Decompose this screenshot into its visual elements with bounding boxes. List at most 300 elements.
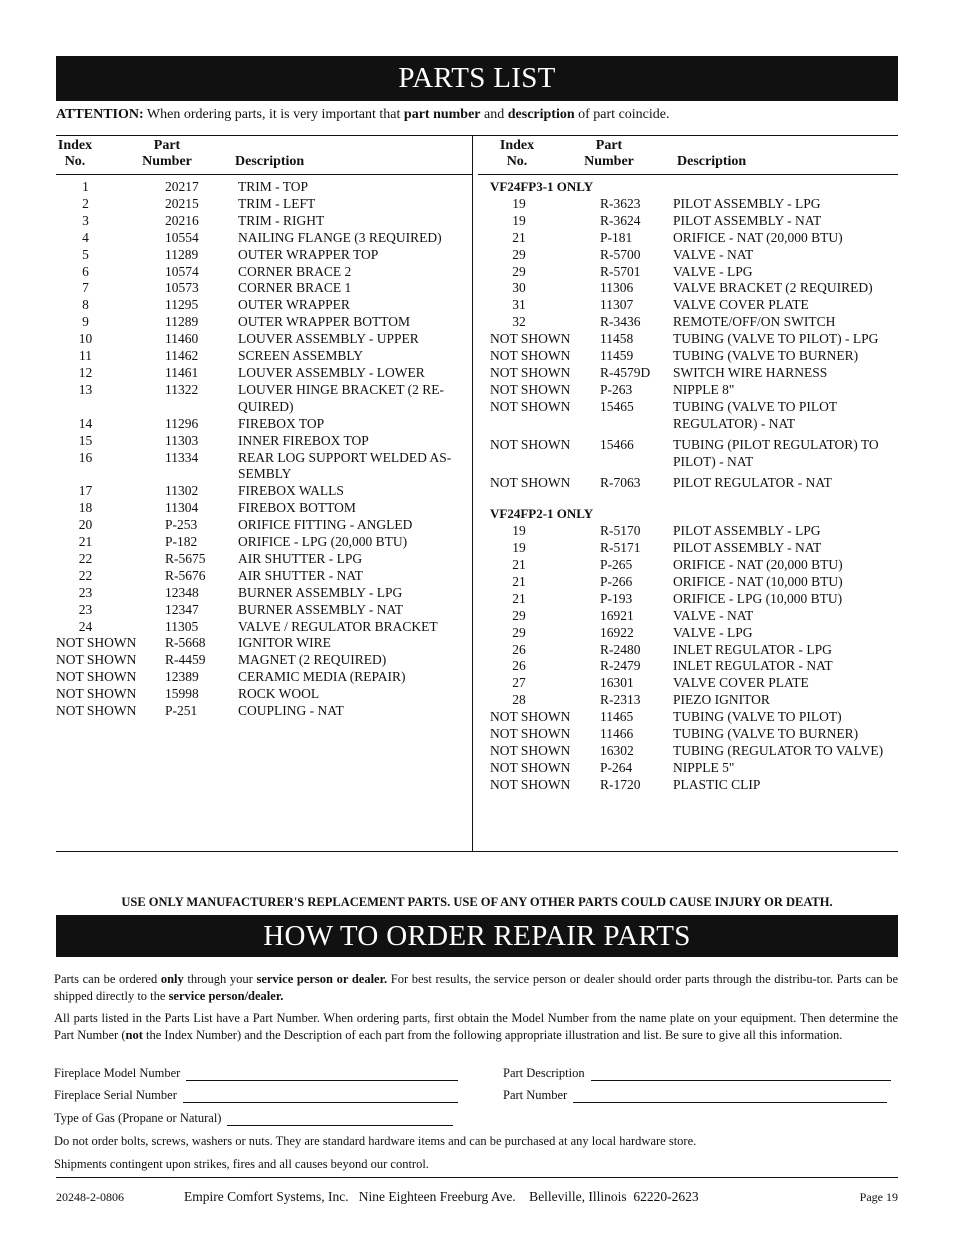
index-cell: NOT SHOWN — [56, 686, 137, 702]
description-cell: TUBING (VALVE TO PILOT) — [673, 709, 842, 725]
table-row — [56, 382, 468, 416]
how-to-order-title: HOW TO ORDER REPAIR PARTS — [56, 915, 898, 957]
part-number-cell: 11322 — [165, 381, 199, 397]
table-row — [490, 608, 898, 625]
index-cell: 23 — [78, 601, 93, 617]
shipment-note: Shipments contingent upon strikes, fires and all causes beyond our control. — [54, 1157, 429, 1171]
index-cell: NOT SHOWN — [490, 475, 571, 491]
table-row — [56, 669, 468, 686]
description-cell: CORNER BRACE 1 — [238, 280, 352, 296]
description-cell: VALVE / REGULATOR BRACKET — [238, 618, 438, 634]
table-row — [56, 314, 468, 331]
safety-warning: USE ONLY MANUFACTURER'S REPLACEMENT PARTS. USE OF ANY OTHER PARTS COULD CAUSE INJURY OR DEATH. — [121, 895, 833, 909]
description-cell: VALVE COVER PLATE — [673, 675, 809, 691]
footer-rule — [56, 1177, 898, 1178]
description-cell: ORIFICE FITTING - ANGLED — [238, 517, 413, 533]
description-cell: LOUVER ASSEMBLY - UPPER — [238, 331, 419, 347]
description-cell: OUTER WRAPPER — [238, 297, 350, 313]
table-row — [56, 686, 468, 703]
model-number-line[interactable] — [186, 1069, 458, 1081]
part-number-label: Part Number — [503, 1088, 568, 1102]
attention-note — [56, 107, 670, 123]
table-row — [490, 475, 898, 492]
index-cell: 21 — [78, 534, 93, 550]
index-cell: 29 — [512, 263, 526, 279]
part-number-cell: 11289 — [165, 246, 199, 262]
table-row — [490, 382, 898, 399]
table-column-divider — [472, 135, 473, 851]
part-number-cell: 11465 — [600, 709, 634, 725]
index-cell: 10 — [78, 331, 93, 347]
part-number-cell: P-251 — [165, 703, 198, 719]
description-cell: TRIM - LEFT — [238, 195, 316, 211]
description-cell: TRIM - RIGHT — [238, 212, 325, 228]
part-number-cell: 11303 — [165, 432, 199, 448]
part-number-cell: 12389 — [165, 669, 199, 685]
p1-bold-2: service person or dealer. — [256, 972, 388, 986]
description-cell: TUBING (VALVE TO PILOT) - LPG — [673, 331, 879, 347]
description-cell: BURNER ASSEMBLY - NAT — [238, 601, 404, 617]
table-row — [56, 652, 468, 669]
index-cell: NOT SHOWN — [56, 652, 137, 668]
index-cell: 6 — [82, 263, 89, 279]
table-row — [490, 314, 898, 331]
right-header-index: Index No. — [499, 138, 535, 169]
part-number-cell: R-5676 — [165, 567, 206, 583]
index-cell: 29 — [512, 624, 526, 640]
index-cell: 22 — [78, 567, 93, 583]
description-cell: VALVE - NAT — [673, 607, 754, 623]
model-number-label: Fireplace Model Number — [54, 1066, 181, 1080]
gas-type-line[interactable] — [227, 1114, 453, 1126]
part-number-cell: 11307 — [600, 297, 634, 313]
index-cell: 29 — [512, 246, 526, 262]
table-row — [490, 574, 898, 591]
index-cell: NOT SHOWN — [490, 726, 571, 742]
part-number-cell: 11461 — [165, 364, 199, 380]
index-cell: 26 — [512, 658, 526, 674]
part-number-cell: R-5668 — [165, 635, 206, 651]
part-number-cell: 20215 — [165, 195, 199, 211]
description-cell: VALVE - LPG — [673, 263, 753, 279]
index-cell: 13 — [78, 381, 93, 397]
index-cell: 27 — [512, 675, 526, 691]
part-number-cell: R-5675 — [165, 550, 206, 566]
part-number-cell: 11302 — [165, 483, 199, 499]
description-cell: IGNITOR WIRE — [238, 635, 331, 651]
table-row — [56, 619, 468, 636]
part-number-cell: R-2313 — [600, 692, 641, 708]
table-row — [56, 635, 468, 652]
table-row — [56, 230, 468, 247]
table-row — [56, 331, 468, 348]
part-number-cell: P-193 — [600, 590, 633, 606]
description-cell: VALVE - LPG — [673, 624, 753, 640]
index-cell: 19 — [512, 195, 526, 211]
serial-number-field — [54, 1088, 458, 1103]
description-cell: INLET REGULATOR - LPG — [673, 641, 832, 657]
right-header-part: Part Number — [584, 138, 634, 169]
table-row — [56, 196, 468, 213]
description-cell: OUTER WRAPPER TOP — [238, 246, 379, 262]
index-cell: 14 — [78, 415, 93, 431]
index-cell: 21 — [512, 229, 526, 245]
table-row — [490, 437, 898, 471]
table-row — [490, 658, 898, 675]
part-number-cell: R-4459 — [165, 652, 206, 668]
p1-bold-3: service person/dealer. — [168, 988, 284, 1003]
part-number-cell: 20217 — [165, 179, 199, 194]
index-cell: NOT SHOWN — [490, 348, 571, 364]
index-cell: 11 — [79, 348, 92, 364]
index-cell: 26 — [512, 641, 526, 657]
index-cell: NOT SHOWN — [490, 776, 571, 792]
description-cell: REAR LOG SUPPORT WELDED AS- SEMBLY — [238, 449, 452, 482]
table-row — [490, 365, 898, 382]
description-cell: TUBING (VALVE TO PILOT REGULATOR) - NAT — [673, 398, 838, 431]
description-cell: INNER FIREBOX TOP — [238, 432, 369, 448]
part-description-field — [503, 1066, 891, 1081]
table-row — [490, 523, 898, 540]
index-cell: NOT SHOWN — [56, 669, 137, 685]
table-row — [56, 297, 468, 314]
table-row — [56, 568, 468, 585]
gas-type-field — [54, 1111, 453, 1126]
description-cell: TUBING (VALVE TO BURNER) — [673, 726, 859, 742]
part-number-cell: 11306 — [600, 280, 634, 296]
table-row — [490, 642, 898, 659]
index-cell: 18 — [78, 500, 93, 516]
part-number-line[interactable] — [573, 1091, 887, 1103]
description-cell: CORNER BRACE 2 — [238, 263, 352, 279]
description-cell: LOUVER HINGE BRACKET (2 RE- QUIRED) — [238, 381, 444, 414]
description-cell: INLET REGULATOR - NAT — [673, 658, 833, 674]
table-row — [56, 703, 468, 720]
model-section-title: VF24FP3-1 ONLY — [490, 179, 594, 194]
index-cell: 15 — [78, 432, 93, 448]
index-cell: 5 — [82, 246, 89, 262]
description-cell: LOUVER ASSEMBLY - LOWER — [238, 364, 425, 380]
description-cell: CERAMIC MEDIA (REPAIR) — [238, 669, 406, 685]
table-row — [56, 483, 468, 500]
p1-text-2: through your — [183, 972, 257, 986]
part-number-cell: R-3623 — [600, 195, 641, 211]
index-cell: NOT SHOWN — [490, 381, 571, 397]
index-cell: 16 — [78, 449, 93, 465]
part-number-cell: P-182 — [165, 534, 198, 550]
part-number-cell: 15998 — [165, 686, 199, 702]
table-row — [56, 517, 468, 534]
index-cell: 9 — [82, 314, 89, 330]
table-row — [56, 551, 468, 568]
description-cell: COUPLING - NAT — [238, 703, 344, 719]
table-row — [56, 213, 468, 230]
right-parts-list — [490, 179, 898, 794]
part-number-cell: R-2479 — [600, 658, 641, 674]
table-row — [490, 540, 898, 557]
table-row — [490, 348, 898, 365]
serial-number-label: Fireplace Serial Number — [54, 1088, 177, 1102]
part-number-cell: 11334 — [165, 449, 199, 465]
table-row — [56, 534, 468, 551]
part-number-cell: 10573 — [165, 280, 199, 296]
attention-text-2: and — [480, 107, 508, 122]
description-cell: PILOT REGULATOR - NAT — [673, 475, 832, 491]
description-cell: TUBING (VALVE TO BURNER) — [673, 348, 859, 364]
description-cell: ROCK WOOL — [238, 686, 320, 702]
part-number-cell: 11459 — [600, 348, 634, 364]
order-paragraph-1 — [54, 971, 898, 1004]
part-number-cell: R-1720 — [600, 776, 641, 792]
index-cell: NOT SHOWN — [56, 703, 137, 719]
right-header-desc: Description — [677, 154, 747, 169]
description-cell: FIREBOX BOTTOM — [238, 500, 356, 516]
part-number-cell: 10554 — [165, 229, 199, 245]
description-cell: PILOT ASSEMBLY - NAT — [673, 540, 822, 556]
part-number-cell: 12347 — [165, 601, 199, 617]
index-cell: 1 — [82, 179, 89, 194]
p1-text-1: Parts can be ordered — [54, 972, 161, 986]
part-number-cell: 15465 — [600, 398, 634, 414]
part-number-cell: R-7063 — [600, 475, 641, 491]
table-row — [490, 297, 898, 314]
index-cell: NOT SHOWN — [490, 742, 571, 758]
serial-number-line[interactable] — [183, 1091, 458, 1103]
part-number-field — [503, 1088, 887, 1103]
index-cell: 19 — [512, 212, 526, 228]
table-top-rule — [56, 135, 898, 136]
part-number-cell: P-266 — [600, 573, 633, 589]
part-number-cell: 11466 — [600, 726, 634, 742]
table-row — [490, 760, 898, 777]
description-cell: VALVE - NAT — [673, 246, 754, 262]
part-number-cell: 16301 — [600, 675, 634, 691]
index-cell: 19 — [512, 540, 526, 556]
order-paragraph-2 — [54, 1010, 898, 1043]
table-row — [490, 709, 898, 726]
gas-type-label: Type of Gas (Propane or Natural) — [54, 1111, 222, 1125]
table-row — [490, 557, 898, 574]
attention-text-1: When ordering parts, it is very important that — [143, 107, 404, 122]
description-cell: REMOTE/OFF/ON SWITCH — [673, 314, 836, 330]
index-cell: 2 — [82, 195, 89, 211]
part-number-cell: 11460 — [165, 331, 199, 347]
table-row — [490, 625, 898, 642]
table-row — [56, 365, 468, 382]
part-number-cell: 15466 — [600, 437, 634, 453]
table-row — [490, 726, 898, 743]
description-cell: PILOT ASSEMBLY - NAT — [673, 212, 822, 228]
part-number-cell: 20216 — [165, 212, 199, 228]
table-row — [56, 264, 468, 281]
table-row — [490, 247, 898, 264]
table-row — [490, 399, 898, 433]
index-cell: NOT SHOWN — [490, 331, 571, 347]
part-number-cell: P-263 — [600, 381, 633, 397]
table-row — [490, 777, 898, 794]
index-cell: 29 — [512, 607, 526, 623]
description-cell: TRIM - TOP — [238, 179, 309, 194]
description-cell: ORIFICE - NAT (20,000 BTU) — [673, 557, 843, 572]
parts-list-title: PARTS LIST — [56, 56, 898, 101]
part-number-cell: P-181 — [600, 229, 633, 245]
part-number-cell: 11305 — [165, 618, 199, 634]
description-cell: FIREBOX WALLS — [238, 483, 344, 499]
left-header-index: Index No. — [57, 138, 93, 169]
left-header-rule — [56, 174, 472, 175]
right-header-rule — [478, 174, 898, 175]
part-number-cell: R-2480 — [600, 641, 641, 657]
index-cell: 28 — [512, 692, 526, 708]
index-cell: 8 — [82, 297, 89, 313]
description-cell: VALVE COVER PLATE — [673, 297, 809, 313]
description-cell: FIREBOX TOP — [238, 415, 325, 431]
part-number-cell: 11295 — [165, 297, 199, 313]
part-number-cell: 16302 — [600, 742, 634, 758]
index-cell: 22 — [78, 550, 93, 566]
left-header-part: Part Number — [142, 138, 192, 169]
table-row — [490, 230, 898, 247]
description-cell: AIR SHUTTER - NAT — [238, 567, 363, 583]
table-row — [490, 264, 898, 281]
table-bottom-rule — [56, 851, 898, 852]
description-cell: PIEZO IGNITOR — [673, 692, 770, 708]
table-row — [56, 348, 468, 365]
index-cell: 30 — [512, 280, 526, 296]
part-number-cell: 11296 — [165, 415, 199, 431]
index-cell: 21 — [512, 573, 526, 589]
part-number-cell: P-264 — [600, 759, 633, 775]
description-cell: NAILING FLANGE (3 REQUIRED) — [238, 229, 442, 245]
description-cell: PILOT ASSEMBLY - LPG — [673, 195, 821, 211]
index-cell: 19 — [512, 523, 526, 539]
index-cell: NOT SHOWN — [490, 398, 571, 414]
index-cell: NOT SHOWN — [490, 437, 571, 453]
index-cell: 31 — [512, 297, 526, 313]
part-description-label: Part Description — [503, 1066, 585, 1080]
part-number-cell: 10574 — [165, 263, 199, 279]
table-row — [56, 247, 468, 264]
index-cell: 21 — [512, 557, 526, 572]
index-cell: 4 — [82, 229, 89, 245]
table-row — [490, 675, 898, 692]
page-number: Page 19 — [859, 1190, 898, 1204]
index-cell: 17 — [78, 483, 93, 499]
model-number-field — [54, 1066, 458, 1081]
part-number-cell: R-4579D — [600, 364, 651, 380]
description-cell: ORIFICE - NAT (20,000 BTU) — [673, 229, 843, 245]
attention-label: ATTENTION: — [56, 107, 144, 122]
part-description-line[interactable] — [591, 1069, 891, 1081]
p2-text-2: the Index Number) and the Description of each part from the following appropriate illustration and list. Be sure to give all this information. — [142, 1027, 843, 1042]
part-number-cell: R-5171 — [600, 540, 641, 556]
part-number-cell: P-265 — [600, 557, 633, 572]
index-cell: NOT SHOWN — [490, 709, 571, 725]
part-number-cell: 11462 — [165, 348, 199, 364]
table-row — [56, 585, 468, 602]
attention-text-3: of part coincide. — [574, 107, 670, 122]
table-row — [490, 692, 898, 709]
table-row — [490, 331, 898, 348]
part-number-cell: R-3624 — [600, 212, 641, 228]
table-row — [56, 179, 468, 196]
p2-bold-1: not — [125, 1027, 143, 1042]
description-cell: PILOT ASSEMBLY - LPG — [673, 523, 821, 539]
description-cell: SWITCH WIRE HARNESS — [673, 364, 828, 380]
table-row — [490, 213, 898, 230]
p1-bold-1: only — [160, 972, 184, 986]
table-row — [56, 450, 468, 484]
index-cell: NOT SHOWN — [490, 364, 571, 380]
description-cell: ORIFICE - LPG (20,000 BTU) — [238, 534, 408, 550]
description-cell: SCREEN ASSEMBLY — [238, 348, 364, 364]
description-cell: NIPPLE 8" — [673, 381, 735, 397]
index-cell: 23 — [78, 584, 93, 600]
table-row — [490, 280, 898, 297]
part-number-cell: 16921 — [600, 607, 634, 623]
description-cell: BURNER ASSEMBLY - LPG — [238, 584, 403, 600]
attention-bold-1: part number — [403, 107, 481, 122]
part-number-cell: R-5700 — [600, 246, 641, 262]
index-cell: 24 — [78, 618, 93, 634]
table-row — [490, 743, 898, 760]
description-cell: PLASTIC CLIP — [673, 776, 761, 792]
part-number-cell: 11304 — [165, 500, 199, 516]
model-section-title: VF24FP2-1 ONLY — [490, 506, 594, 522]
left-header-desc: Description — [235, 154, 305, 169]
index-cell: NOT SHOWN — [56, 635, 137, 651]
table-row — [490, 591, 898, 608]
p1-text-3: For best results, the service person or dealer should order parts through the distribu-tor. Parts can be shipped directly to the — [54, 972, 898, 1003]
description-cell: MAGNET (2 REQUIRED) — [238, 652, 387, 668]
p2-text-1: All parts listed in the Parts List have a Part Number. When ordering parts, first obtain the Model Number from the name plate on your equipment. Then determine the Part Number ( — [54, 1011, 898, 1042]
part-number-cell: 11458 — [600, 331, 634, 347]
part-number-cell: 16922 — [600, 624, 634, 640]
description-cell: TUBING (PILOT REGULATOR) TO PILOT) - NAT — [673, 437, 879, 469]
description-cell: VALVE BRACKET (2 REQUIRED) — [673, 280, 873, 296]
company-address: Empire Comfort Systems, Inc. Nine Eighteen Freeburg Ave. Belleville, Illinois 62220-2623 — [184, 1189, 699, 1204]
index-cell: 3 — [82, 212, 89, 228]
part-number-cell: R-5701 — [600, 263, 641, 279]
document-code: 20248-2-0806 — [56, 1190, 124, 1204]
description-cell: ORIFICE - NAT (10,000 BTU) — [673, 573, 843, 589]
index-cell: 20 — [78, 517, 93, 533]
description-cell: NIPPLE 5" — [673, 759, 735, 775]
description-cell: TUBING (REGULATOR TO VALVE) — [673, 742, 884, 758]
table-row — [56, 416, 468, 433]
hardware-note: Do not order bolts, screws, washers or nuts. They are standard hardware items and can be purchased at any local hardware store. — [54, 1134, 697, 1148]
part-number-cell: R-5170 — [600, 523, 641, 539]
description-cell: OUTER WRAPPER BOTTOM — [238, 314, 411, 330]
index-cell: 12 — [78, 364, 93, 380]
part-number-cell: P-253 — [165, 517, 198, 533]
index-cell: 32 — [512, 314, 526, 330]
index-cell: NOT SHOWN — [490, 759, 571, 775]
table-row — [56, 433, 468, 450]
description-cell: ORIFICE - LPG (10,000 BTU) — [673, 590, 843, 606]
left-parts-list — [56, 179, 468, 720]
table-row — [56, 500, 468, 517]
table-row — [56, 602, 468, 619]
part-number-cell: R-3436 — [600, 314, 641, 330]
attention-bold-2: description — [507, 107, 575, 122]
table-row — [56, 280, 468, 297]
table-row — [490, 196, 898, 213]
description-cell: AIR SHUTTER - LPG — [238, 550, 363, 566]
index-cell: 7 — [82, 280, 89, 296]
part-number-cell: 11289 — [165, 314, 199, 330]
index-cell: 21 — [512, 590, 526, 606]
